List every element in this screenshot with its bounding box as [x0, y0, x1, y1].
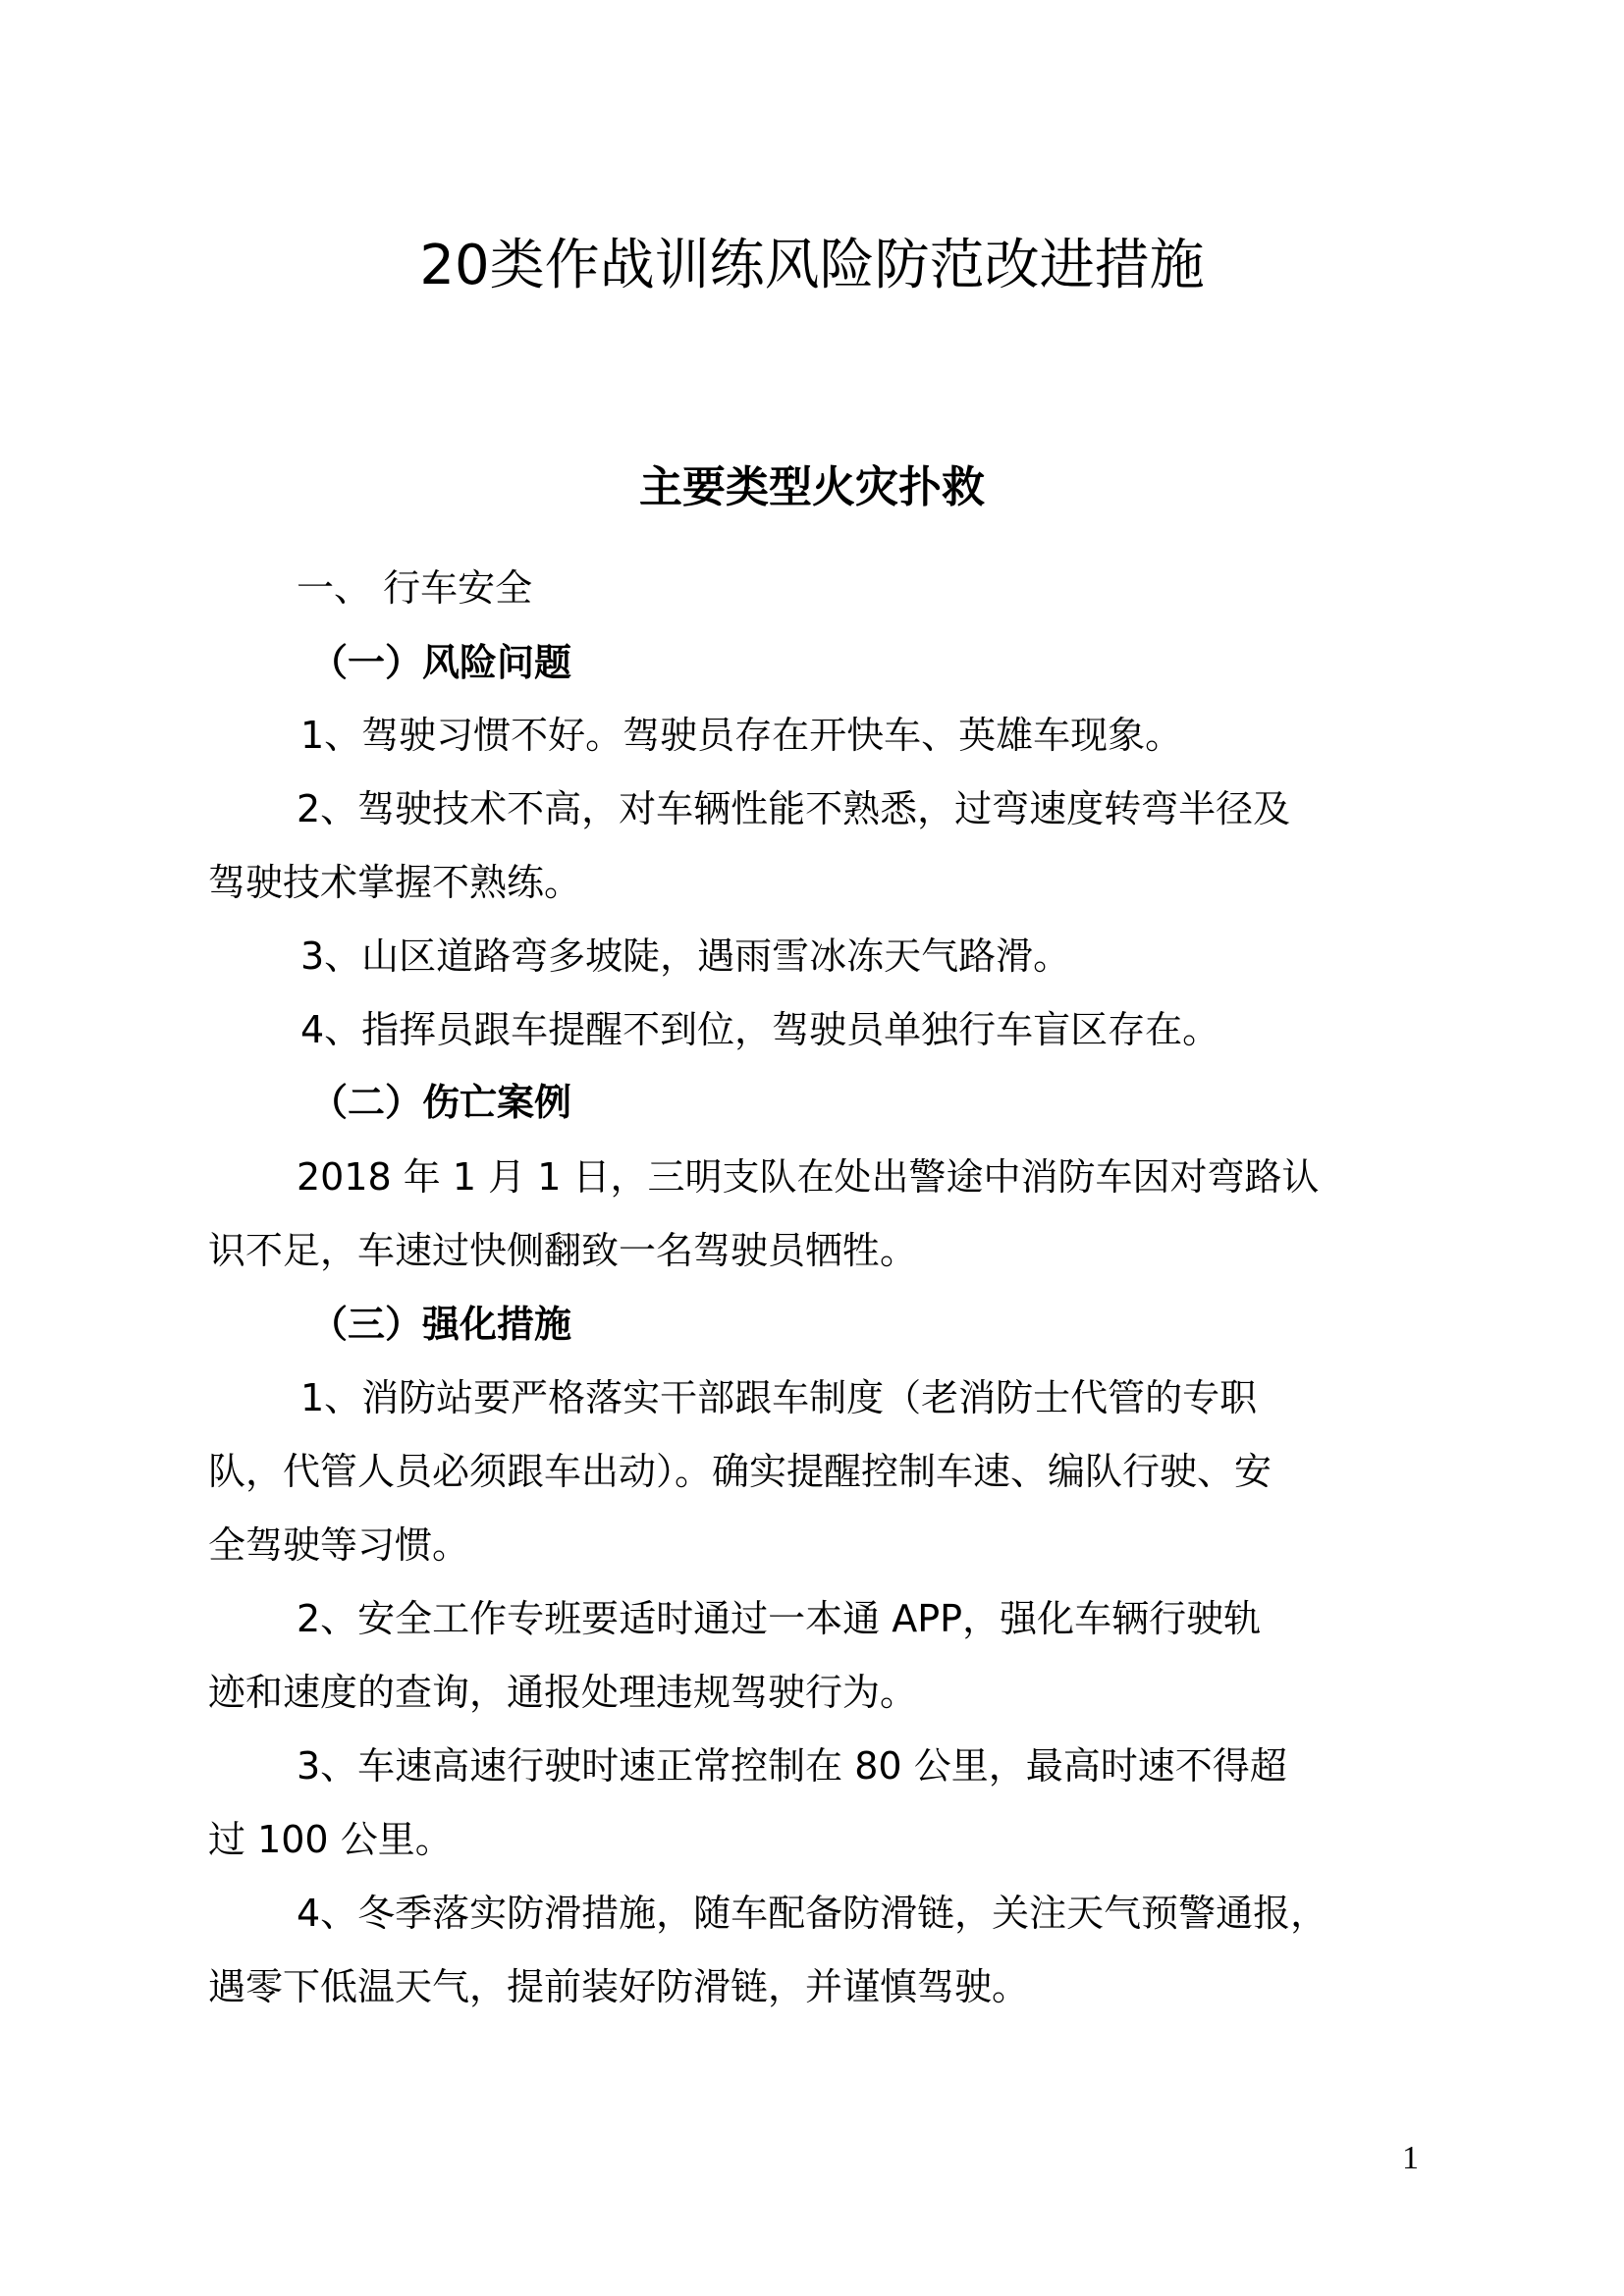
measure-3-line-1: 3、车速高速行驶时速正常控制在 80 公里，最高时速不得超 — [297, 1744, 1287, 1788]
measure-1-line-1: 1、消防站要严格落实干部跟车制度（老消防士代管的专职 — [300, 1376, 1258, 1419]
casualty-case-line-2: 识不足，车速过快侧翻致一名驾驶员牺牲。 — [208, 1229, 918, 1272]
measure-3-line-2: 过 100 公里。 — [208, 1818, 453, 1861]
measure-4-line-2: 遇零下低温天气，提前装好防滑链，并谨慎驾驶。 — [208, 1965, 1030, 2008]
measure-2-line-2: 迹和速度的查询，通报处理违规驾驶行为。 — [208, 1671, 918, 1714]
risk-item-3: 3、山区道路弯多坡陡，遇雨雪冰冻天气路滑。 — [300, 934, 1071, 978]
subheading-strengthening-measures: （三）强化措施 — [310, 1303, 572, 1346]
measure-4-line-1: 4、冬季落实防滑措施，随车配备防滑链，关注天气预警通报， — [297, 1892, 1328, 1935]
section-heading-driving-safety: 一、 行车安全 — [297, 566, 533, 610]
measure-1-line-2: 队，代管人员必须跟车出动）。确实提醒控制车速、编队行驶、安 — [208, 1450, 1272, 1493]
risk-item-2-line-1: 2、驾驶技术不高，对车辆性能不熟悉，过弯速度转弯半径及 — [297, 787, 1291, 830]
risk-item-1: 1、驾驶习惯不好。驾驶员存在开快车、英雄车现象。 — [300, 714, 1183, 757]
measure-1-line-3: 全驾驶等习惯。 — [208, 1523, 470, 1567]
risk-item-4: 4、指挥员跟车提醒不到位，驾驶员单独行车盲区存在。 — [300, 1008, 1220, 1051]
page-number: 1 — [1402, 2140, 1419, 2176]
casualty-case-line-1: 2018 年 1 月 1 日，三明支队在处出警途中消防车因对弯路认 — [297, 1155, 1320, 1199]
measure-2-line-1: 2、安全工作专班要适时通过一本通 APP，强化车辆行驶轨 — [297, 1597, 1262, 1640]
section-subtitle: 主要类型火灾扑救 — [639, 462, 985, 512]
subheading-risk-problems: （一）风险问题 — [310, 641, 572, 684]
risk-item-2-line-2: 驾驶技术掌握不熟练。 — [208, 861, 582, 904]
document-title: 20类作战训练风险防范改进措施 — [419, 234, 1205, 297]
subheading-casualty-cases: （二）伤亡案例 — [310, 1081, 572, 1124]
